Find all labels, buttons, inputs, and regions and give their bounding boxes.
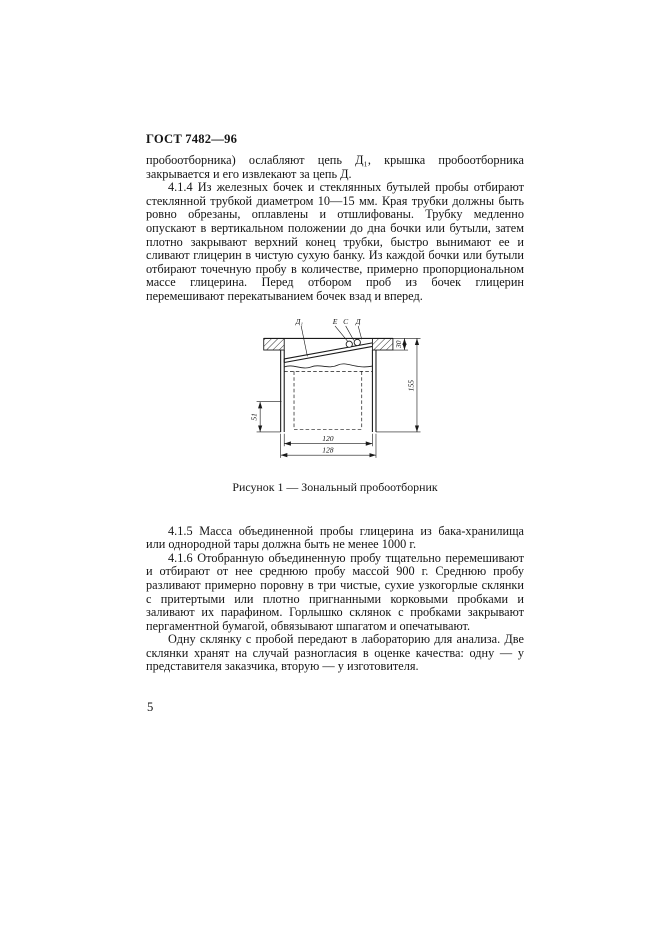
page-content xyxy=(146,132,524,674)
figure-label-e: Е xyxy=(332,316,338,326)
paragraph-4-1-5: 4.1.5 Масса объединенной пробы глицерина из бака-хранилища или однородной тары должна быть не менее 1000 г. xyxy=(146,523,524,552)
dim-51-value: 51 xyxy=(249,412,259,421)
dim-30-value: 30 xyxy=(393,339,403,348)
paragraph-4-1-6: 4.1.6 Отобранную объединенную пробу тщательно перемешивают и отбирают от нее среднюю пробу массой 900 г. Среднюю пробу разливают примерно поровну в три чистые, сухие узкогорлые склянки с притертыми или плотно пригнанными корковыми пробками и заливают их парафином. Горлышко склянок с пробками закрывают пергаментной бумагой, обвязывают шпагатом и опечатывают. xyxy=(146,550,524,633)
zonal-sampler-drawing xyxy=(237,316,433,466)
page-number: 5 xyxy=(147,700,154,714)
dim-155-value: 155 xyxy=(406,379,416,391)
paragraph-4-1-4: 4.1.4 Из железных бочек и стеклянных бутылей пробы отбирают стеклянной трубкой диаметром 10—15 мм. Края трубки должны быть ровно обрезаны, оплавлены и отшлифованы. Трубку медленно опускают в вертикальном положении до дна бочки или бутыли, затем плотно закрывают верхний конец трубки, быстро вынимают ее и сливают глицерин в чистую сухую банку. Из каждой бочки или бутыли отбирают точечную пробу в количестве, примерно пропорциональном массе глицерина. Перед отбором проб из бочек глицерин перемешивают перекатыванием бочек взад и вперед. xyxy=(146,180,524,303)
flange-right-section xyxy=(372,338,392,350)
figure-caption: Рисунок 1 — Зональный пробоотборник xyxy=(232,479,438,494)
document-header: ГОСТ 7482—96 xyxy=(146,132,238,146)
figure-label-d1-chain: Д₁ xyxy=(295,316,304,326)
paragraph-intro: пробоотборника) ослабляют цепь Д₁, крышка пробоотборника закрывается и его извлекают за цепь Д. xyxy=(146,153,524,181)
leader-line-d xyxy=(358,325,362,338)
figure-label-d-chain: Д xyxy=(355,316,361,326)
figure-label-c: С xyxy=(343,316,349,326)
chain-ring-left xyxy=(346,341,352,347)
liquid-level-line xyxy=(284,363,372,367)
vessel-left-wall xyxy=(281,350,285,432)
dim-120-value: 120 xyxy=(322,433,334,443)
figure-zonal-sampler xyxy=(146,316,524,495)
tilted-lid-bottom xyxy=(284,346,372,362)
flange-left-section xyxy=(264,338,284,350)
hidden-line-inner xyxy=(294,371,362,429)
dim-128-value: 128 xyxy=(322,445,334,455)
vessel-right-wall xyxy=(372,350,376,432)
chain-ring-right xyxy=(354,339,360,345)
leader-line-d1 xyxy=(301,325,307,355)
paragraph-final: Одну склянку с пробой передают в лабораторию для анализа. Две склянки хранят на случай разногласия в оценке качества: одну — у представителя заказчика, вторую — у изготовителя. xyxy=(146,632,524,674)
